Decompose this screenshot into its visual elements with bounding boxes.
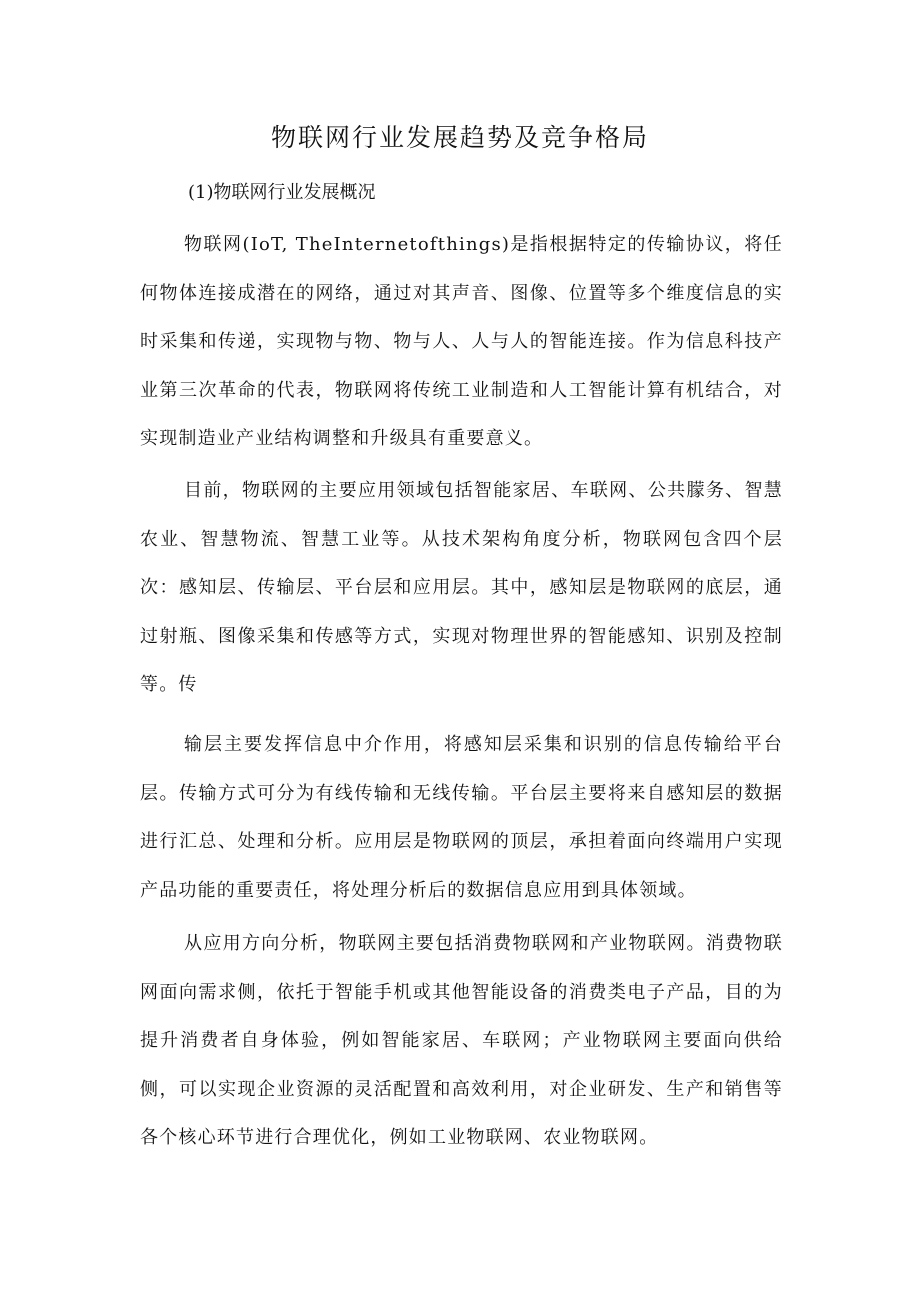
paragraph-transport-layer: 输层主要发挥信息中介作用，将感知层采集和识别的信息传输给平台层。传输方式可分为有线传输和无线传输。平台层主要将来自感知层的数据进行汇总、处理和分析。应用层是物联网的顶层，承担着面向终端用户实现产品功能的重要责任，将处理分析后的数据信息应用到具体领域。 (140, 734, 783, 901)
paragraph-iot-definition: 物联网(IoT, TheInternetofthings)是指根据特定的传输协议，将任何物体连接成潜在的网络，通过对其声音、图像、位置等多个维度信息的实时采集和传递，实现物与物、物与人、人与人的智能连接。作为信息科技产业第三次革命的代表，物联网将传统工业制造和人工智能计算有机结合，对实现制造业产业结构调整和升级具有重要意义。 (140, 234, 783, 449)
paragraph-application-direction: 从应用方向分析，物联网主要包括消费物联网和产业物联网。消费物联网面向需求侧，依托于智能手机或其他智能设备的消费类电子产品，目的为提升消费者自身体验，例如智能家居、车联网；产业物联网主要面向供给侧，可以实现企业资源的灵活配置和高效利用，对企业研发、生产和销售等各个核心环节进行合理优化，例如工业物联网、农业物联网。 (140, 933, 783, 1148)
paragraph-application-fields: 目前，物联网的主要应用领域包括智能家居、车联网、公共朦务、智慧农业、智慧物流、智慧工业等。从技术架构角度分析，物联网包含四个层次：感知层、传输层、平台层和应用层。其中，感知层是物联网的底层，通过射瓶、图像采集和传感等方式，实现对物理世界的智能感知、识别及控制等。传 (140, 480, 783, 695)
section-heading: (1)物联网行业发展概况 (188, 182, 376, 203)
page-title: 物联网行业发展趋势及竞争格局 (270, 123, 649, 152)
